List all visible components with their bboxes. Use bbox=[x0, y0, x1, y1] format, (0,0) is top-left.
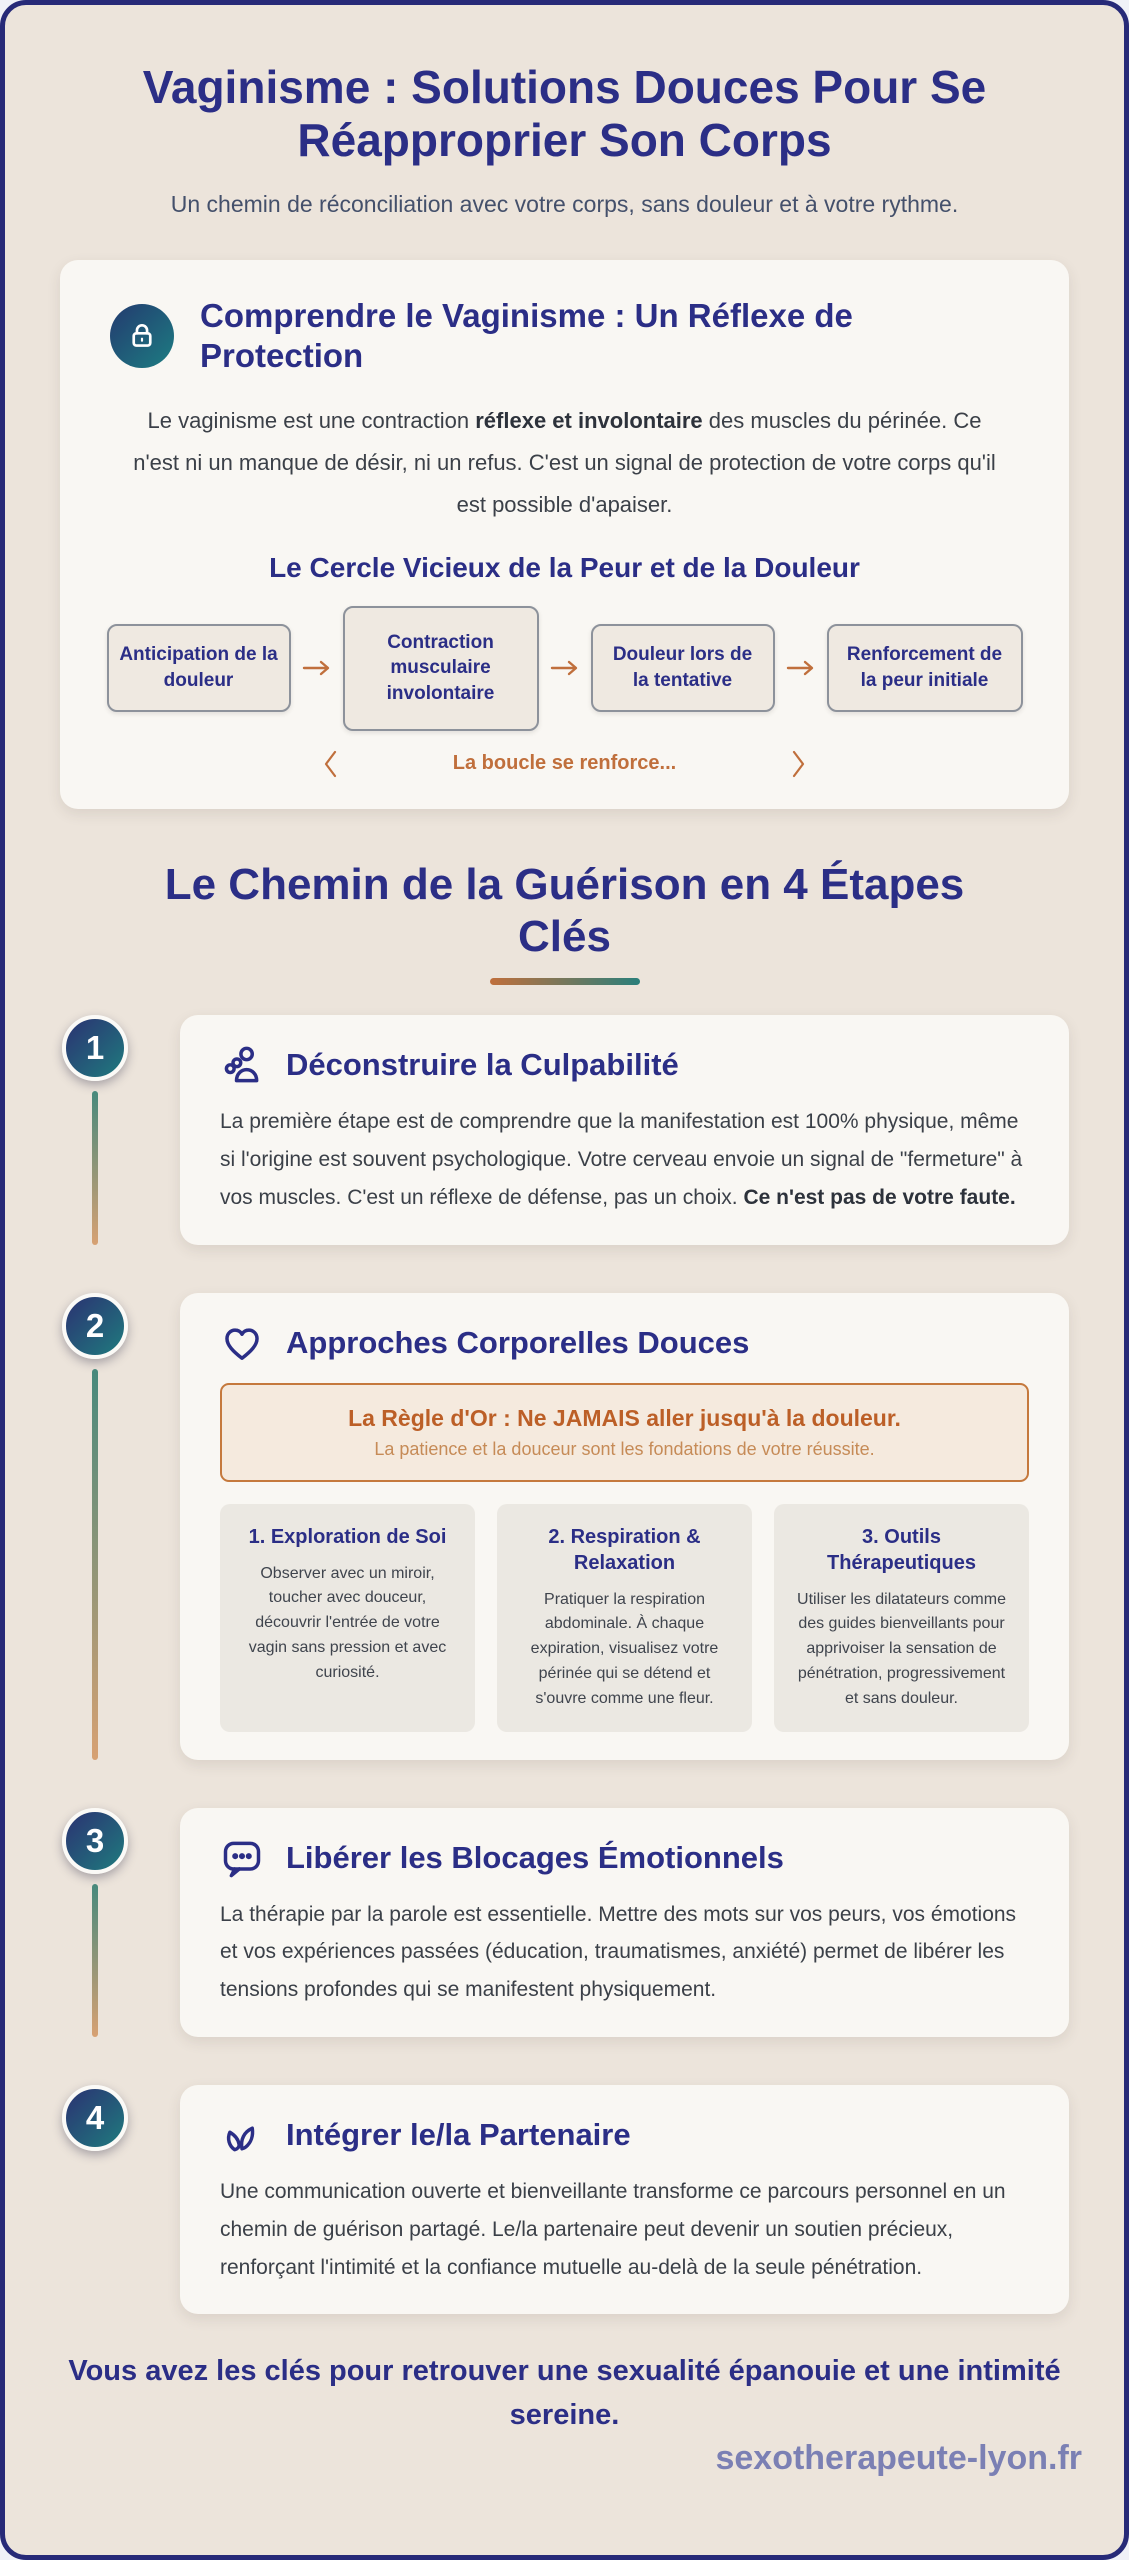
journey-step-1 bbox=[60, 1015, 1069, 1244]
header bbox=[5, 5, 1124, 218]
subcard-title: 3. Outils Thérapeutiques bbox=[827, 1525, 976, 1574]
step-3-marker bbox=[60, 1808, 130, 2037]
gradient-underline bbox=[490, 978, 640, 985]
journey-section-title: Le Chemin de la Guérison en 4 Étapes Clés bbox=[164, 859, 965, 962]
cycle-step-renforcement: Renforcement de la peur initiale bbox=[827, 624, 1023, 711]
step-3-header bbox=[220, 1836, 1029, 1880]
cycle-step-contraction: Contraction musculaire involontaire bbox=[343, 606, 539, 731]
chevron-right-icon bbox=[791, 749, 807, 779]
intro-card-header bbox=[102, 290, 1027, 377]
lock-icon bbox=[110, 304, 174, 368]
step-4-title: Intégrer le/la Partenaire bbox=[286, 2116, 631, 2152]
arrow-right-icon bbox=[785, 659, 817, 677]
step-4-header bbox=[220, 2113, 1029, 2157]
golden-rule-subtitle: La patience et la douceur sont les fondations de votre réussite. bbox=[374, 1438, 875, 1459]
step-2-title: Approches Corporelles Douces bbox=[286, 1324, 750, 1360]
step-2-card bbox=[180, 1293, 1069, 1760]
chevron-left-icon bbox=[322, 749, 338, 779]
vicious-cycle-diagram bbox=[102, 606, 1027, 731]
journey-step-3 bbox=[60, 1808, 1069, 2037]
intro-card-body bbox=[125, 400, 1005, 525]
approach-subcards bbox=[220, 1504, 1029, 1732]
journey-step-4 bbox=[60, 2085, 1069, 2314]
subcard-body: Observer avec un miroir, toucher avec douceur, découvrir l'entrée de votre vagin sans pression et avec curiosité. bbox=[248, 1564, 447, 1681]
intro-body-bold: réflexe et involontaire bbox=[475, 408, 703, 434]
step-2-header bbox=[220, 1321, 1029, 1365]
timeline-connector bbox=[92, 1369, 98, 1760]
subcard-body: Utiliser les dilatateurs comme des guides bienveillants pour apprivoiser la sensation de pénétration, progressivement et sans douleur. bbox=[797, 1590, 1006, 1707]
page-subtitle: Un chemin de réconciliation avec votre corps, sans douleur et à votre rythme. bbox=[170, 190, 959, 217]
step-4-card bbox=[180, 2085, 1069, 2314]
heart-icon bbox=[220, 1321, 264, 1365]
arrow-right-icon bbox=[301, 659, 333, 677]
step-3-body: La thérapie par la parole est essentielle. Mettre des mots sur vos peurs, vos émotions et vos expériences passées (éducation, traumatismes, anxiété) permet de libérer les tensions profondes qui se manifestent physiquement. bbox=[220, 1902, 1017, 2002]
journey-step-2 bbox=[60, 1293, 1069, 1760]
golden-rule-title: La Règle d'Or : Ne JAMAIS aller jusqu'à la douleur. bbox=[348, 1404, 901, 1431]
step-4-marker bbox=[60, 2085, 130, 2314]
subcard-title: 2. Respiration & Relaxation bbox=[548, 1525, 701, 1574]
step-number-badge: 1 bbox=[62, 1015, 128, 1081]
closing-message: Vous avez les clés pour retrouver une sexualité épanouie et une intimité sereine. bbox=[68, 2355, 1061, 2431]
arrow-right-icon bbox=[549, 659, 581, 677]
subcard-outils bbox=[774, 1504, 1029, 1732]
step-1-marker bbox=[60, 1015, 130, 1244]
step-3-title: Libérer les Blocages Émotionnels bbox=[286, 1839, 784, 1875]
step-3-card bbox=[180, 1808, 1069, 2037]
subcard-title: 1. Exploration de Soi bbox=[248, 1525, 447, 1548]
step-1-body-bold: Ce n'est pas de votre faute. bbox=[743, 1185, 1016, 1209]
step-number-badge: 4 bbox=[62, 2085, 128, 2151]
intro-card bbox=[60, 260, 1069, 809]
step-1-title: Déconstruire la Culpabilité bbox=[286, 1047, 679, 1083]
timeline-connector bbox=[92, 1884, 98, 2037]
person-unchained-icon bbox=[220, 1043, 264, 1087]
cycle-step-anticipation: Anticipation de la douleur bbox=[107, 624, 291, 711]
cycle-title: Le Cercle Vicieux de la Peur et de la Douleur bbox=[269, 551, 860, 583]
subcard-exploration bbox=[220, 1504, 475, 1732]
timeline-connector bbox=[92, 1091, 98, 1244]
speech-bubble-icon bbox=[220, 1836, 264, 1880]
intro-card-title: Comprendre le Vaginisme : Un Réflexe de Protection bbox=[200, 296, 853, 375]
page-title: Vaginisme : Solutions Douces Pour Se Réapproprier Son Corps bbox=[142, 61, 987, 166]
cycle-loop-row bbox=[102, 749, 1027, 779]
subcard-respiration bbox=[497, 1504, 752, 1732]
step-1-body-prefix: La première étape est de comprendre que la manifestation est 100% physique, même si l'origine est souvent psychologique. Votre cerveau envoie un signal de "fermeture" à vos muscles. C'est un réflexe de défense, pas un choix. bbox=[220, 1110, 1023, 1209]
cycle-loop-label: La boucle se renforce... bbox=[452, 752, 677, 775]
step-1-body bbox=[220, 1103, 1029, 1216]
step-number-badge: 2 bbox=[62, 1293, 128, 1359]
step-4-body: Une communication ouverte et bienveillante transforme ce parcours personnel en un chemin de guérison partagé. Le/la partenaire peut devenir un soutien précieux, renforçant l'intimité et la confiance mutuelle au-delà de la seule pénétration. bbox=[220, 2179, 1006, 2279]
golden-rule-box bbox=[220, 1383, 1029, 1482]
subcard-body: Pratiquer la respiration abdominale. À chaque expiration, visualisez votre périnée qui se détend et s'ouvre comme une fleur. bbox=[530, 1590, 719, 1707]
intro-body-suffix: des muscles du périnée. Ce n'est ni un manque de désir, ni un refus. C'est un signal de protection de votre corps qu'il est possible d'apaiser. bbox=[133, 408, 996, 517]
dove-icon bbox=[220, 2113, 264, 2157]
step-number-badge: 3 bbox=[62, 1808, 128, 1874]
step-2-marker bbox=[60, 1293, 130, 1760]
step-1-header bbox=[220, 1043, 1029, 1087]
intro-body-prefix: Le vaginisme est une contraction bbox=[147, 408, 476, 434]
site-watermark: sexotherapeute-lyon.fr bbox=[715, 2439, 1082, 2478]
journey-timeline bbox=[5, 1015, 1124, 2314]
cycle-step-douleur: Douleur lors de la tentative bbox=[591, 624, 775, 711]
step-1-card bbox=[180, 1015, 1069, 1244]
